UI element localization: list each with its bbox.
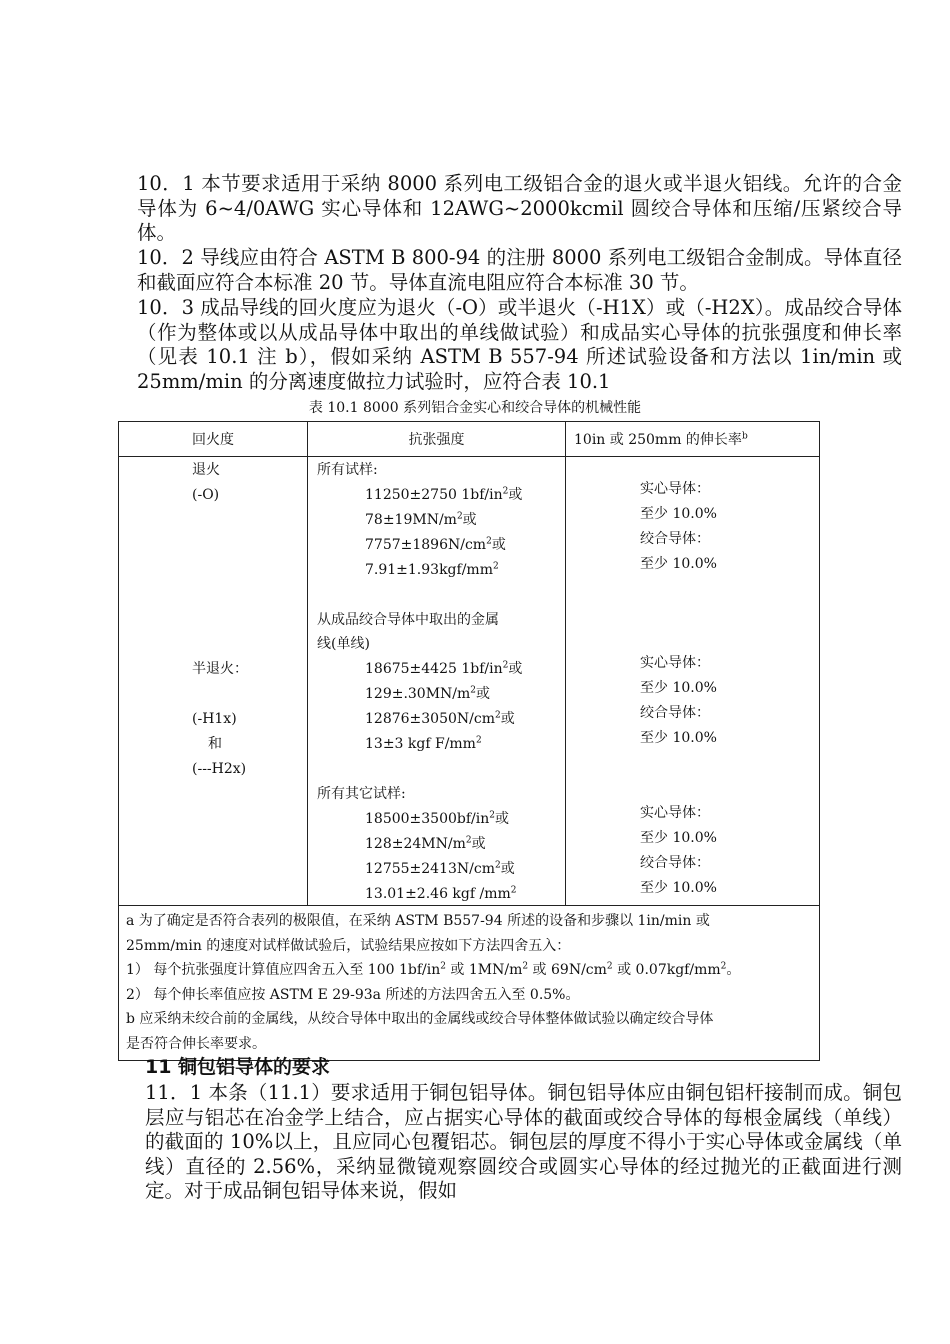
tensile-value: $7757\pm 1896N/cm^2$或 bbox=[365, 536, 506, 553]
note-b-line1: b 应采纳未绞合前的金属线，从绞合导体中取出的金属线或绞合导体整体做试验以确定绞合导体 bbox=[126, 1011, 714, 1027]
elong-stranded-min: 至少 10.0% bbox=[640, 556, 717, 572]
elong-solid: 实心导体： bbox=[640, 655, 710, 671]
tensile-group2-title-cont: 线(单线) bbox=[317, 636, 370, 652]
table-caption: 表 10.1 8000 系列铝合金实心和绞合导体的机械性能 bbox=[308, 400, 642, 416]
table-header-row bbox=[119, 422, 820, 457]
tensile-value: $7.91\pm 1.93kgf/mm^2$ bbox=[365, 561, 499, 578]
elong-stranded: 绞合导体： bbox=[640, 855, 710, 871]
temper-h2x: (---H2x) bbox=[192, 761, 247, 777]
tensile-value: $128\pm 24MN/m^2$或 bbox=[365, 835, 486, 852]
paragraph-10-2: 10．2 导线应由符合 ASTM B 800-94 的注册 8000 系列电工级铝合金制成。导体直径和截面应符合本标准 20 节。导体直流电阻应符合本标准 30 节。 bbox=[137, 246, 902, 294]
elong-stranded: 绞合导体： bbox=[640, 705, 710, 721]
note-a-line2: 25mm/min 的速度对试样做试验后，试验结果应按如下方法四舍五入： bbox=[126, 937, 571, 954]
elong-solid-min: 至少 10.0% bbox=[640, 680, 717, 696]
elong-solid-min: 至少 10.0% bbox=[640, 506, 717, 522]
note-rounding-1: 1） 每个抗张强度计算值应四舍五入至 100 $1bf/in^2$ 或 $1MN/m^2$ 或 $69N/cm^2$ 或 $0.07kgf/mm^2$。 bbox=[126, 961, 741, 978]
header-temper: 回火度 bbox=[119, 422, 308, 457]
elong-stranded-min: 至少 10.0% bbox=[640, 730, 717, 746]
tensile-value: $12755\pm 2413N/cm^2$或 bbox=[365, 860, 515, 877]
note-b-line2: 是否符合伸长率要求。 bbox=[126, 1035, 266, 1052]
table-notes bbox=[119, 906, 820, 1061]
elong-stranded: 绞合导体： bbox=[640, 531, 710, 547]
tensile-value: 13±3 kgf $F/mm^2$ bbox=[365, 735, 482, 752]
tensile-value: 11250±2750 $1bf/in^2$或 bbox=[365, 486, 523, 503]
paragraph-11-1: 11．1 本条（11.1）要求适用于铜包铝导体。铜包铝导体应由铜包铝杆接制而成。铜包层应与铝芯在冶金学上结合，应占据实心导体的截面或绞合导体的每根金属线（单线）的截面的 10%以上，且应同心包覆铝芯。铜包层的厚度不得小于实心导体或金属线（单线）直径的 2.56%，采纳显微镜观察圆绞合或圆实心导体的经过抛光的正截面进行测定。对于成品铜包铝导体来说，假如 bbox=[145, 1081, 902, 1203]
note-rounding-2: 2） 每个伸长率值应按 ASTM E 29-93a 所述的方法四舍五入至 0.5%。 bbox=[126, 986, 580, 1003]
elongation-cell bbox=[566, 457, 820, 906]
tensile-value: $12876\pm 3050N/cm^2$或 bbox=[365, 710, 515, 727]
tensile-value: $78\pm 19MN/m^2$或 bbox=[365, 511, 477, 528]
section-11-heading: 11 铜包铝导体的要求 bbox=[145, 1056, 331, 1078]
tensile-group2-title: 从成品绞合导体中取出的金属 bbox=[317, 612, 499, 628]
tensile-value: 18675±4425 $1bf/in^2$或 bbox=[365, 660, 523, 677]
elong-solid: 实心导体： bbox=[640, 481, 710, 497]
tensile-cell bbox=[308, 457, 566, 906]
paragraph-10-3: 10．3 成品导线的回火度应为退火（-O）或半退火（-H1X）或（-H2X）。成品绞合导体（作为整体或以从成品导体中取出的单线做试验）和成品实心导体的抗张强度和伸长率（见表 10.1 注 b），假如采纳 ASTM B 557-94 所述试验设备和方法以 1in/min 或 25mm/min 的分离速度做拉力试验时，应符合表 10.1 bbox=[137, 296, 902, 393]
tensile-group3-title: 所有其它试样: bbox=[317, 786, 406, 802]
table-notes-row bbox=[119, 906, 820, 1061]
tensile-value: $18500\pm 3500bf/in^2$或 bbox=[365, 810, 509, 827]
elong-solid: 实心导体： bbox=[640, 805, 710, 821]
header-tensile: 抗张强度 bbox=[308, 422, 566, 457]
paragraph-10-1: 10．1 本节要求适用于采纳 8000 系列电工级铝合金的退火或半退火铝线。允许的合金导体为 6~4/0AWG 实心导体和 12AWG~2000kcmil 圆绞合导体和压缩/压紧绞合导体。 bbox=[137, 172, 902, 245]
temper-cell bbox=[119, 457, 308, 906]
header-elongation: 10in 或 250mm 的伸长率$^b$ bbox=[566, 422, 820, 457]
tensile-value: 13.01±2.46 kgf $/mm^2$ bbox=[365, 885, 517, 902]
tensile-value: $129\pm.30MN/m^2$或 bbox=[365, 685, 491, 702]
temper-annealed: 退火 bbox=[192, 462, 220, 478]
temper-half-annealed: 半退火： bbox=[192, 661, 248, 677]
temper-annealed-code: (-O) bbox=[192, 487, 220, 503]
elong-solid-min: 至少 10.0% bbox=[640, 830, 717, 846]
elong-stranded-min: 至少 10.0% bbox=[640, 880, 717, 896]
temper-and: 和 bbox=[208, 736, 222, 752]
temper-h1x: (-H1x) bbox=[192, 711, 237, 727]
note-a-line1: a 为了确定是否符合表列的极限值，在采纳 ASTM B557-94 所述的设备和步骤以 1in/min 或 bbox=[126, 913, 710, 929]
tensile-group1-title: 所有试样: bbox=[317, 462, 378, 478]
table-body-row bbox=[119, 457, 820, 906]
mechanical-properties-table bbox=[118, 421, 820, 1061]
